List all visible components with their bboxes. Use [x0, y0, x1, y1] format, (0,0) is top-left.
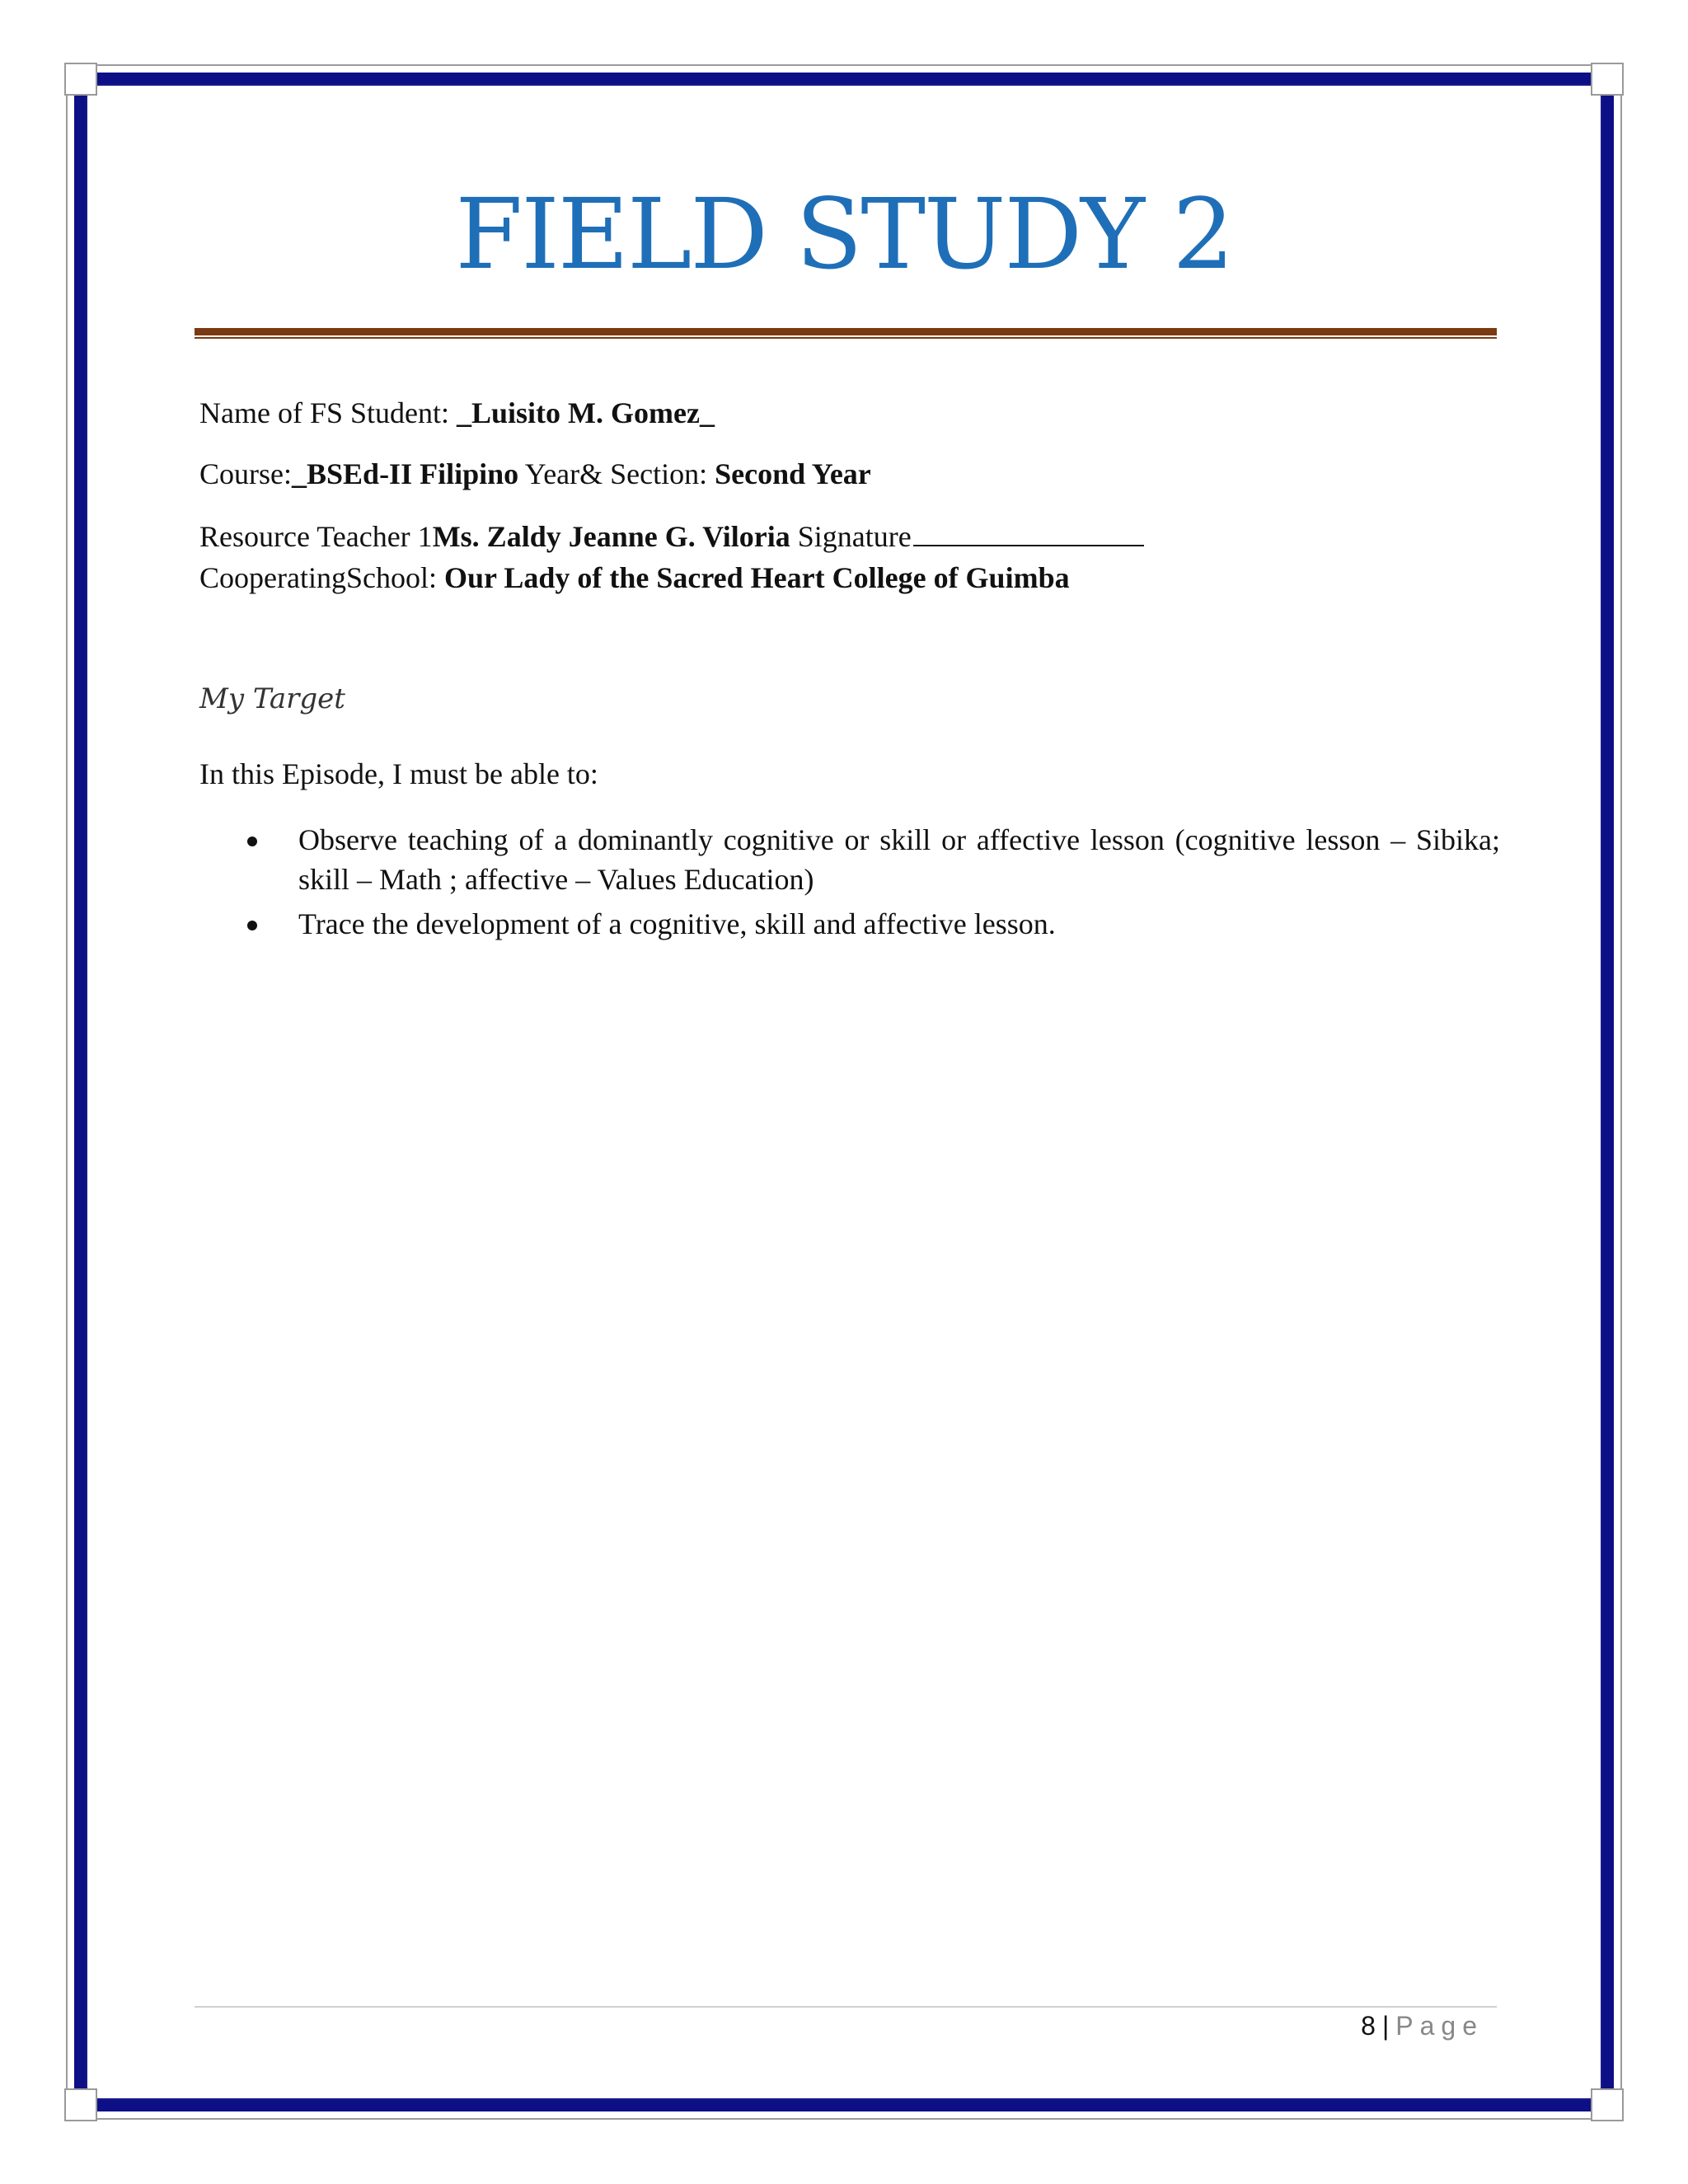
signature-label: Signature — [797, 520, 912, 553]
student-name-line — [199, 396, 715, 430]
objective-text: Trace the development of a cognitive, skill and affective lesson. — [298, 907, 1056, 940]
objectives-list — [247, 820, 1500, 949]
border-corner-bottom-right — [1591, 2088, 1624, 2121]
student-name-label: Name of FS Student: — [199, 396, 449, 429]
border-corner-bottom-left — [64, 2088, 97, 2121]
page-border-inner — [86, 84, 1602, 2100]
border-corner-top-right — [1591, 63, 1624, 96]
document-title: FIELD STUDY 2 — [455, 177, 1233, 291]
cooperating-school-label: CooperatingSchool: — [199, 561, 437, 594]
footer-separator: | — [1381, 2011, 1390, 2041]
page-number: 8 — [1361, 2011, 1376, 2041]
year-section-value: Second Year — [715, 457, 871, 490]
border-corner-top-left — [64, 63, 97, 96]
course-label: Course: — [199, 457, 292, 490]
list-item — [247, 904, 1500, 944]
cooperating-school-line — [199, 560, 1070, 595]
intro-text: In this Episode, I must be able to: — [199, 757, 598, 790]
title-rule-thin — [195, 337, 1497, 339]
resource-teacher-line — [199, 519, 1144, 554]
bullet-icon — [247, 921, 257, 930]
resource-teacher-label: Resource Teacher 1 — [199, 520, 433, 553]
section-heading: My Target — [199, 682, 345, 715]
student-name-value: _Luisito M. Gomez_ — [457, 396, 715, 429]
course-line — [199, 457, 871, 491]
resource-teacher-value: Ms. Zaldy Jeanne G. Viloria — [432, 520, 790, 553]
year-section-label: Year& Section: — [524, 457, 708, 490]
course-value: _BSEd-II Filipino — [292, 457, 519, 490]
signature-blank — [913, 520, 1144, 546]
page-footer — [1361, 2011, 1484, 2041]
title-rule — [195, 328, 1497, 335]
footer-rule — [195, 2006, 1497, 2008]
bullet-icon — [247, 837, 257, 846]
page-word: Page — [1395, 2011, 1484, 2041]
list-item — [247, 820, 1500, 899]
objective-text: Observe teaching of a dominantly cognitive or skill or affective lesson (cognitive lesson – Sibika; skill – Math ; affective – Values Education) — [298, 823, 1500, 896]
cooperating-school-value: Our Lady of the Sacred Heart College of Guimba — [443, 561, 1070, 594]
